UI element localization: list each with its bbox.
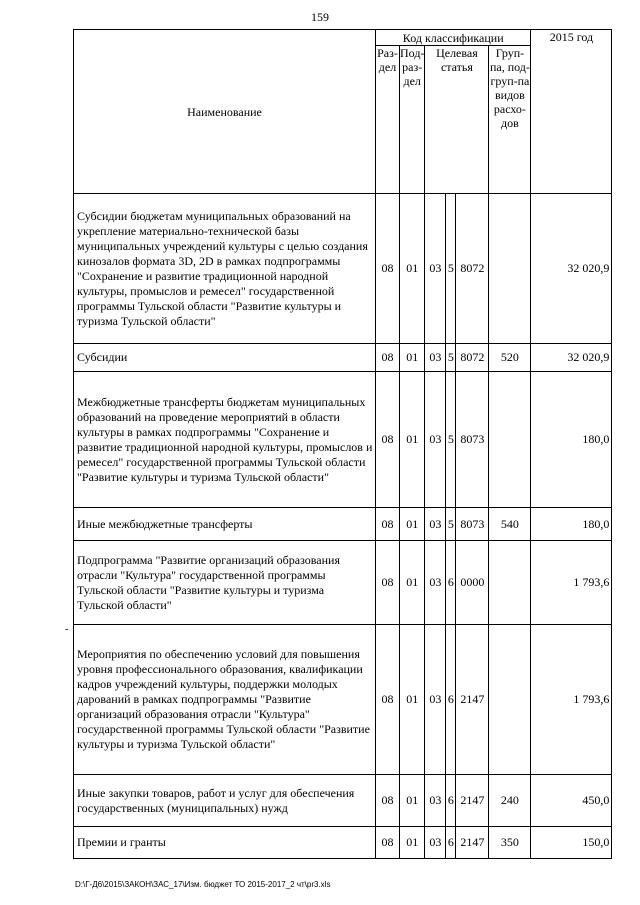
row-amount: 1 793,6 — [531, 541, 612, 625]
budget-table — [73, 29, 612, 859]
row-target-program: 03 — [425, 775, 446, 827]
row-group: 350 — [489, 827, 531, 859]
row-razdel: 08 — [376, 194, 400, 344]
margin-mark: - — [65, 624, 69, 635]
row-podrazdel: 01 — [400, 827, 425, 859]
header-group: Груп-па, под-груп-па видов расхо-дов — [489, 46, 531, 194]
row-target-code: 2147 — [456, 775, 489, 827]
table-row — [74, 194, 612, 344]
table-row — [74, 775, 612, 827]
row-razdel: 08 — [376, 372, 400, 508]
row-target-program: 03 — [425, 827, 446, 859]
row-target-program: 03 — [425, 344, 446, 372]
row-target-program: 03 — [425, 372, 446, 508]
row-podrazdel: 01 — [400, 344, 425, 372]
row-target-subprogram: 6 — [446, 827, 456, 859]
header-podrazdel: Под-раз-дел — [400, 46, 425, 194]
row-target-subprogram: 6 — [446, 625, 456, 775]
row-target-program: 03 — [425, 541, 446, 625]
table-row — [74, 625, 612, 775]
row-razdel: 08 — [376, 344, 400, 372]
row-group — [489, 372, 531, 508]
row-target-subprogram: 5 — [446, 344, 456, 372]
row-podrazdel: 01 — [400, 372, 425, 508]
row-target-subprogram: 6 — [446, 775, 456, 827]
row-podrazdel: 01 — [400, 194, 425, 344]
row-name: Субсидии бюджетам муниципальных образований на укрепление материально-технической базы муниципальных учреждений культуры с целью создания кинозалов формата 3D, 2D в рамках подпрограммы "Сохранение и развитие традиционной народной культуры, промыслов и ремесел" государственной программы Тульской области "Развитие культуры и туризма Тульской области" — [74, 194, 376, 344]
row-razdel: 08 — [376, 775, 400, 827]
row-group — [489, 541, 531, 625]
row-podrazdel: 01 — [400, 775, 425, 827]
table-row — [74, 344, 612, 372]
row-target-code: 8073 — [456, 508, 489, 541]
row-name: Субсидии — [74, 344, 376, 372]
row-target-program: 03 — [425, 194, 446, 344]
header-name: Наименование — [74, 30, 376, 194]
row-group — [489, 194, 531, 344]
row-group: 540 — [489, 508, 531, 541]
row-name: Подпрограмма "Развитие организаций образования отрасли "Культура" государственной программы Тульской области "Развитие культуры и туризма Тульской области" — [74, 541, 376, 625]
header-year: 2015 год — [531, 30, 612, 194]
table-row — [74, 827, 612, 859]
row-target-subprogram: 5 — [446, 194, 456, 344]
row-name: Иные межбюджетные трансферты — [74, 508, 376, 541]
file-path-footer: D:\Г-Д6\2015\ЗАКОН\ЗАС_17\Изм. бюджет ТО 2015-2017_2 чт\pr3.xls — [75, 880, 331, 889]
row-group — [489, 625, 531, 775]
row-amount: 450,0 — [531, 775, 612, 827]
row-target-code: 0000 — [456, 541, 489, 625]
row-target-program: 03 — [425, 625, 446, 775]
row-target-code: 2147 — [456, 625, 489, 775]
row-amount: 32 020,9 — [531, 344, 612, 372]
row-target-code: 8073 — [456, 372, 489, 508]
row-target-code: 8072 — [456, 194, 489, 344]
row-amount: 32 020,9 — [531, 194, 612, 344]
row-razdel: 08 — [376, 541, 400, 625]
table-row — [74, 508, 612, 541]
row-amount: 180,0 — [531, 508, 612, 541]
row-target-subprogram: 5 — [446, 372, 456, 508]
header-classification: Код классификации — [376, 30, 531, 46]
row-name: Межбюджетные трансферты бюджетам муниципальных образований на проведение мероприятий в области культуры в рамках подпрограммы "Сохранение и развитие традиционной народной культуры, промыслов и ремесел" государственной программы Тульской области "Развитие культуры и туризма Тульской области" — [74, 372, 376, 508]
row-group: 520 — [489, 344, 531, 372]
row-target-code: 2147 — [456, 827, 489, 859]
table-row — [74, 372, 612, 508]
header-target-article: Целевая статья — [425, 46, 489, 194]
header-razdel: Раз-дел — [376, 46, 400, 194]
row-target-subprogram: 5 — [446, 508, 456, 541]
row-razdel: 08 — [376, 625, 400, 775]
row-target-code: 8072 — [456, 344, 489, 372]
row-razdel: 08 — [376, 508, 400, 541]
row-amount: 1 793,6 — [531, 625, 612, 775]
row-target-program: 03 — [425, 508, 446, 541]
row-target-subprogram: 6 — [446, 541, 456, 625]
row-name: Премии и гранты — [74, 827, 376, 859]
page-number: 159 — [311, 10, 329, 24]
row-podrazdel: 01 — [400, 541, 425, 625]
row-name: Мероприятия по обеспечению условий для повышения уровня профессионального образования, квалификации кадров учреждений культуры, поддержки молодых дарований в рамках подпрограммы "Развитие организаций образования отрасли "Культура" государственной программы Тульской области "Развитие культуры и туризма Тульской области" — [74, 625, 376, 775]
row-podrazdel: 01 — [400, 508, 425, 541]
table-row — [74, 541, 612, 625]
row-podrazdel: 01 — [400, 625, 425, 775]
row-amount: 150,0 — [531, 827, 612, 859]
row-razdel: 08 — [376, 827, 400, 859]
row-amount: 180,0 — [531, 372, 612, 508]
row-name: Иные закупки товаров, работ и услуг для обеспечения государственных (муниципальных) нужд — [74, 775, 376, 827]
row-group: 240 — [489, 775, 531, 827]
